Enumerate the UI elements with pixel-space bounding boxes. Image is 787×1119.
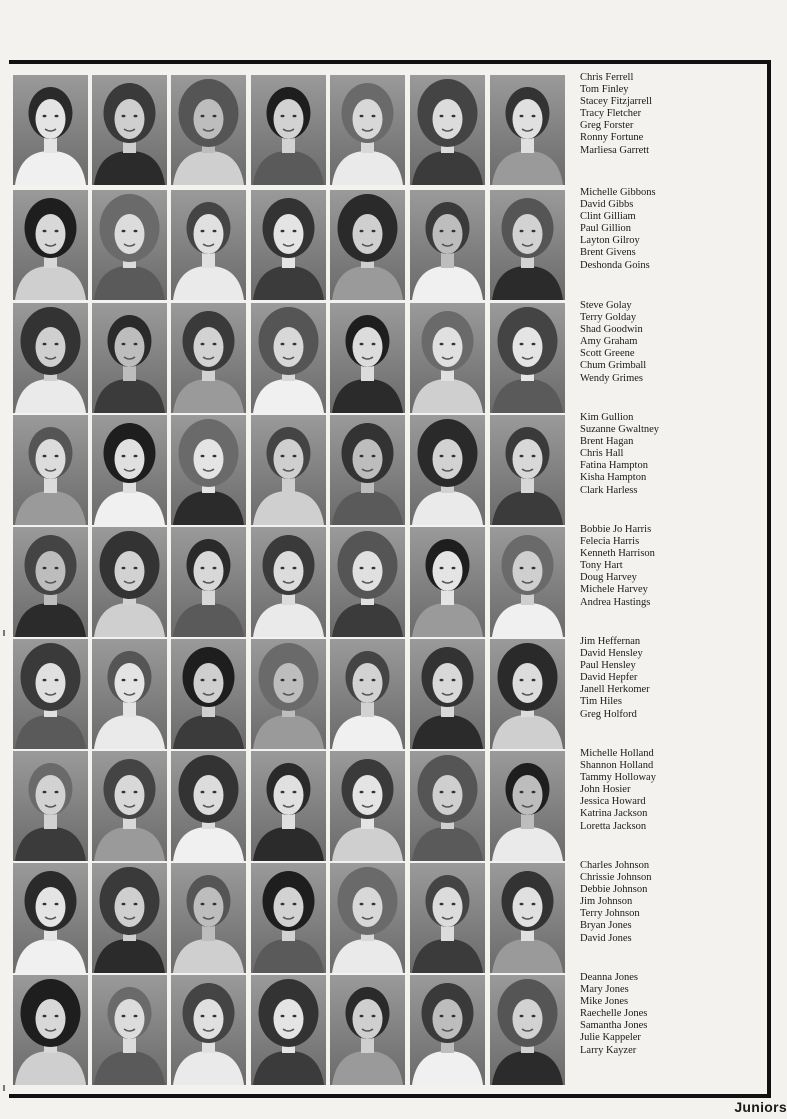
student-name: Michele Harvey <box>580 584 648 596</box>
student-name: Mary Jones <box>580 984 629 996</box>
portrait-row <box>13 524 773 639</box>
student-name: Charles Johnson <box>580 860 650 871</box>
student-portrait <box>410 527 485 637</box>
student-portrait <box>330 415 405 525</box>
student-name: Felecia Harris <box>580 536 640 548</box>
student-name: Marliesa Garrett <box>580 144 650 156</box>
student-name: Loretta Jackson <box>580 820 647 832</box>
student-portrait <box>13 863 88 973</box>
portrait-row <box>13 72 773 187</box>
student-portrait <box>13 190 88 300</box>
student-name: Mike Jones <box>580 996 629 1008</box>
student-portrait <box>490 75 565 185</box>
portrait-row <box>13 972 773 1087</box>
portrait-row <box>13 636 773 751</box>
student-portrait <box>251 751 326 861</box>
student-name: Terry Golday <box>580 312 637 324</box>
student-portrait <box>330 190 405 300</box>
student-name: Michelle Holland <box>580 748 654 759</box>
student-name: David Hensley <box>580 648 643 660</box>
student-name: David Hepfer <box>580 672 638 684</box>
student-portrait <box>251 863 326 973</box>
student-name: Jessica Howard <box>580 796 646 808</box>
student-portrait <box>490 639 565 749</box>
student-portrait <box>490 863 565 973</box>
student-portrait <box>171 639 246 749</box>
student-portrait <box>251 975 326 1085</box>
student-name: Suzanne Gwaltney <box>580 424 660 436</box>
student-name: Debbie Johnson <box>580 884 648 896</box>
student-portrait <box>330 639 405 749</box>
student-portrait <box>92 527 167 637</box>
student-name: Tracy Fletcher <box>580 108 642 120</box>
student-name: Jim Johnson <box>580 896 633 908</box>
student-name: Deanna Jones <box>580 972 639 983</box>
name-list <box>580 748 760 833</box>
student-portrait <box>251 190 326 300</box>
student-portrait <box>171 303 246 413</box>
student-portrait <box>171 975 246 1085</box>
student-name: Samantha Jones <box>580 1020 648 1032</box>
student-name: Chrissie Johnson <box>580 872 652 884</box>
student-portrait <box>171 751 246 861</box>
student-portrait <box>251 415 326 525</box>
student-portrait <box>171 863 246 973</box>
student-portrait <box>92 863 167 973</box>
student-portrait <box>92 75 167 185</box>
student-portrait <box>490 415 565 525</box>
student-portrait <box>171 415 246 525</box>
student-portrait <box>410 75 485 185</box>
portrait-row <box>13 860 773 975</box>
student-portrait <box>330 75 405 185</box>
student-name: Kim Gullion <box>580 412 634 423</box>
student-portrait <box>490 527 565 637</box>
name-list <box>580 300 760 385</box>
student-portrait <box>13 975 88 1085</box>
student-portrait <box>251 527 326 637</box>
student-name: Tammy Holloway <box>580 772 656 784</box>
student-name: David Jones <box>580 932 632 944</box>
student-name: Chris Ferrell <box>580 72 634 83</box>
student-name: John Hosier <box>580 784 631 796</box>
student-portrait <box>171 527 246 637</box>
name-list <box>580 636 760 721</box>
student-name: Greg Forster <box>580 120 634 132</box>
student-name: Kenneth Harrison <box>580 548 655 560</box>
student-portrait <box>92 639 167 749</box>
student-portrait <box>330 527 405 637</box>
student-portrait <box>410 975 485 1085</box>
student-name: Clint Gilliam <box>580 211 636 223</box>
student-portrait <box>13 527 88 637</box>
portrait-row <box>13 748 773 863</box>
student-name: Chris Hall <box>580 448 624 460</box>
student-portrait <box>92 415 167 525</box>
student-name: Paul Gillion <box>580 223 632 235</box>
student-name: Bryan Jones <box>580 920 632 932</box>
portrait-row <box>13 187 773 302</box>
student-name: Jim Heffernan <box>580 636 641 647</box>
student-name: Raechelle Jones <box>580 1008 648 1020</box>
student-portrait <box>410 751 485 861</box>
student-portrait <box>13 75 88 185</box>
student-portrait <box>251 639 326 749</box>
student-name: Tim Hiles <box>580 696 622 708</box>
student-name: Fatina Hampton <box>580 460 648 472</box>
student-portrait <box>171 75 246 185</box>
name-list <box>580 187 760 272</box>
student-name: Shad Goodwin <box>580 324 643 336</box>
student-portrait <box>251 303 326 413</box>
name-list <box>580 412 760 497</box>
student-name: Scott Greene <box>580 348 635 360</box>
student-name: Amy Graham <box>580 336 638 348</box>
student-name: Janell Herkomer <box>580 684 650 696</box>
student-portrait <box>490 190 565 300</box>
student-name: Julie Kappeler <box>580 1032 641 1044</box>
student-portrait <box>410 190 485 300</box>
student-portrait <box>490 975 565 1085</box>
student-portrait <box>92 190 167 300</box>
student-name: Larry Kayzer <box>580 1044 637 1056</box>
student-name: Brent Hagan <box>580 436 634 448</box>
student-portrait <box>92 751 167 861</box>
student-name: Tony Hart <box>580 560 623 572</box>
margin-mark <box>3 1085 5 1091</box>
student-name: Ronny Fortune <box>580 132 644 144</box>
student-name: Michelle Gibbons <box>580 187 656 198</box>
student-name: Tom Finley <box>580 84 629 96</box>
student-portrait <box>490 751 565 861</box>
student-portrait <box>330 975 405 1085</box>
student-name: Greg Holford <box>580 708 637 720</box>
student-name: David Gibbs <box>580 199 634 211</box>
margin-mark <box>3 630 5 636</box>
student-portrait <box>251 75 326 185</box>
student-portrait <box>13 303 88 413</box>
portrait-row <box>13 412 773 527</box>
portrait-row <box>13 300 773 415</box>
student-portrait <box>92 975 167 1085</box>
student-name: Doug Harvey <box>580 572 637 584</box>
name-list <box>580 972 760 1057</box>
student-name: Kisha Hampton <box>580 472 647 484</box>
student-portrait <box>410 639 485 749</box>
student-portrait <box>13 639 88 749</box>
student-name: Deshonda Goins <box>580 259 650 271</box>
student-portrait <box>13 415 88 525</box>
student-portrait <box>490 303 565 413</box>
student-name: Clark Harless <box>580 484 638 496</box>
student-portrait <box>92 303 167 413</box>
section-label: Juniors <box>734 1099 787 1115</box>
student-portrait <box>330 863 405 973</box>
name-list <box>580 860 760 945</box>
student-portrait <box>171 190 246 300</box>
student-name: Katrina Jackson <box>580 808 648 820</box>
student-name: Brent Givens <box>580 247 636 259</box>
student-name: Layton Gilroy <box>580 235 640 247</box>
name-list <box>580 72 760 157</box>
student-name: Paul Hensley <box>580 660 636 672</box>
student-portrait <box>410 863 485 973</box>
student-name: Wendy Grimes <box>580 372 644 384</box>
student-portrait <box>13 751 88 861</box>
student-portrait <box>410 303 485 413</box>
student-name: Bobbie Jo Harris <box>580 524 652 535</box>
student-portrait <box>410 415 485 525</box>
student-name: Steve Golay <box>580 300 632 311</box>
student-portrait <box>330 751 405 861</box>
student-name: Stacey Fitzjarrell <box>580 96 653 108</box>
student-name: Shannon Holland <box>580 760 654 772</box>
student-name: Chum Grimball <box>580 360 647 372</box>
name-list <box>580 524 760 609</box>
student-name: Andrea Hastings <box>580 596 651 608</box>
student-name: Terry Johnson <box>580 908 640 920</box>
student-portrait <box>330 303 405 413</box>
